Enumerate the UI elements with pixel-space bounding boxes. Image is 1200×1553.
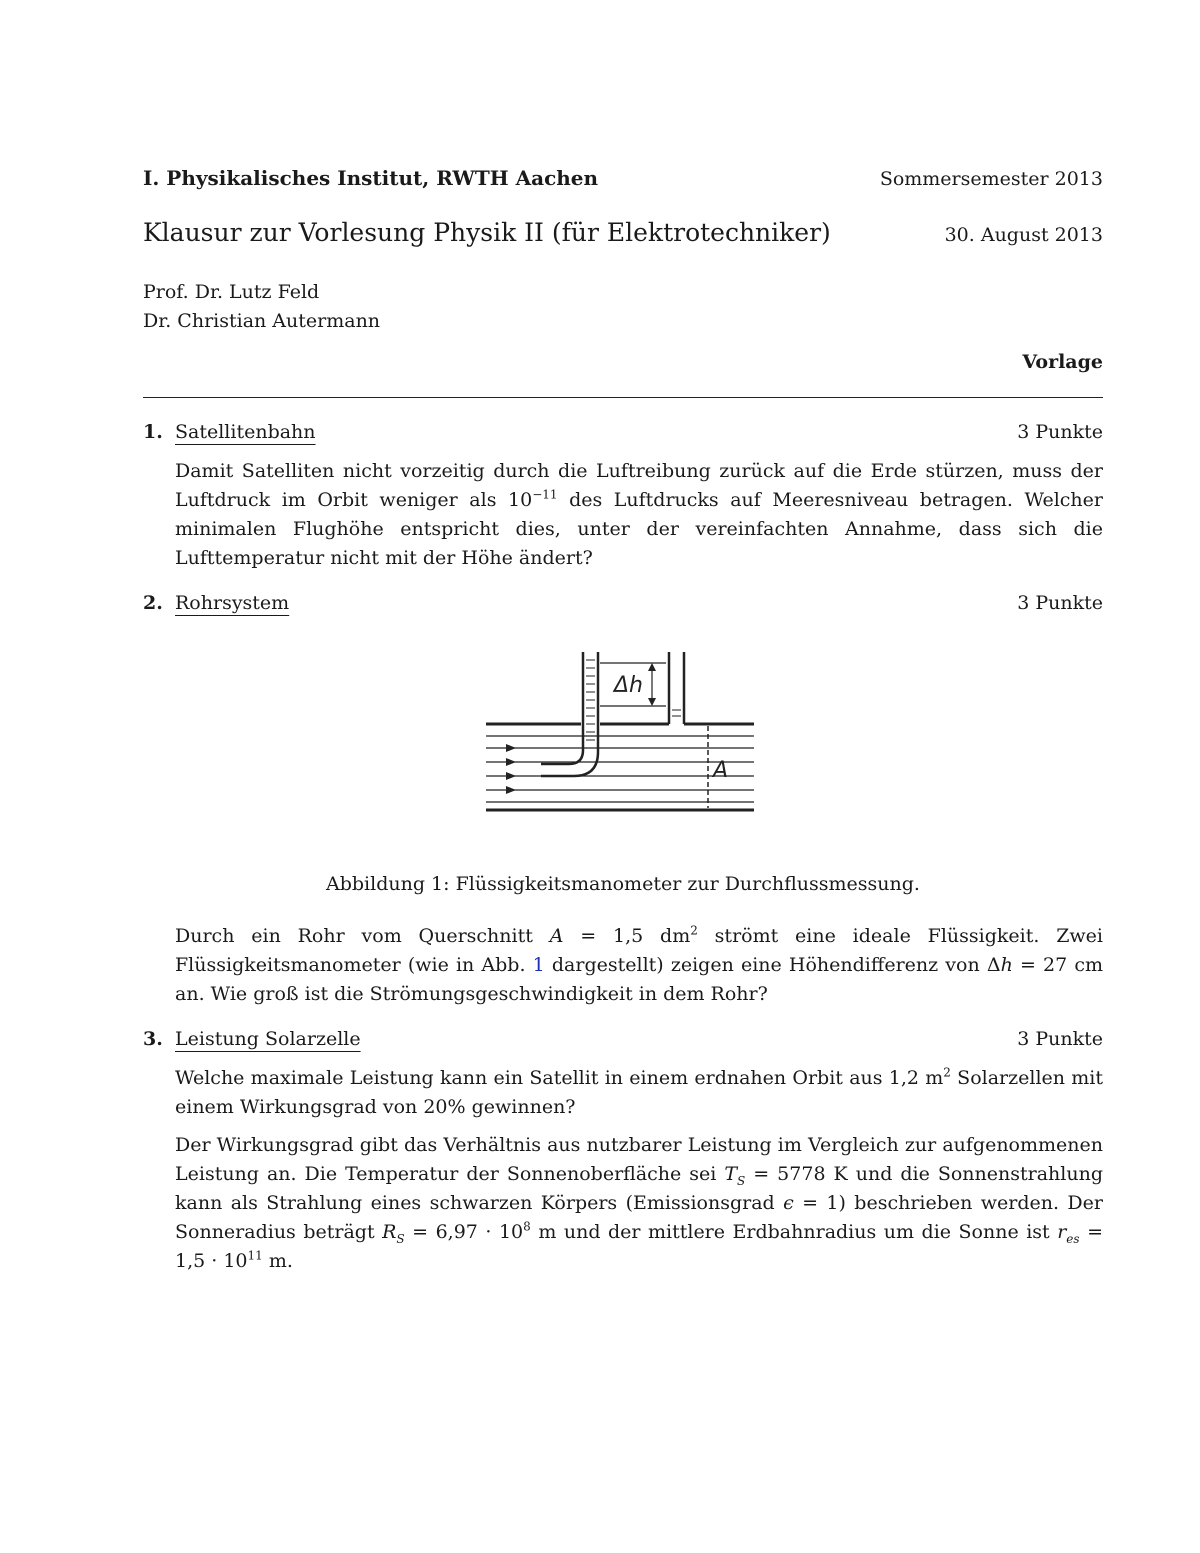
header-row-1	[143, 166, 1103, 190]
exam-date: 30. August 2013	[944, 224, 1103, 246]
author-2: Dr. Christian Autermann	[143, 310, 381, 332]
task-points: 3 Punkte	[1017, 1028, 1103, 1050]
semester: Sommersemester 2013	[879, 168, 1103, 190]
task-number: 3.	[143, 1028, 163, 1050]
manometer-diagram	[486, 652, 756, 817]
document-label: Vorlage	[1022, 351, 1103, 373]
institute-name: I. Physikalisches Institut, RWTH Aachen	[143, 166, 599, 190]
task-1-text: Damit Satelliten nicht vorzeitig durch die Luftreibung zurück auf die Erde stürzen, muss der Luftdruck im Orbit weniger als $10^{-11}$ des Luftdrucks auf Meeresniveau betragen. Welcher minimalen Flughöhe entspricht dies, unter der vereinfachten Annahme, dass sich die Lufttemperatur nicht mit der Höhe ändert?	[175, 460, 1103, 569]
exam-title: Klausur zur Vorlesung Physik II (für Elektrotechniker)	[143, 218, 831, 247]
task-number: 1.	[143, 421, 163, 443]
task-2-heading	[143, 592, 1103, 614]
header-divider	[143, 397, 1103, 398]
task-1	[143, 421, 1103, 443]
task-3	[143, 1028, 1103, 1050]
task-title: Leistung Solarzelle	[175, 1028, 361, 1050]
figure-label-a: A	[713, 758, 729, 783]
header-row-2	[143, 218, 1103, 247]
author-1: Prof. Dr. Lutz Feld	[143, 281, 320, 303]
task-3-details: Der Wirkungsgrad gibt das Verhältnis aus nutzbarer Leistung im Vergleich zur aufgenommenen Leistung an. Die Temperatur der Sonnenoberfläche sei $T_S = 5778$ K und die Sonnenstrahlung kann als Strahlung eines schwarzen Körpers (Emissionsgrad ϵ = 1) beschrieben werden. Der Sonneradius beträgt $R_S = 6,97 \cdot 10^8$ m und der mittlere Erdbahnradius um die Sonne ist $r_{es} = 1,5 \cdot 10^{11}$ m.	[175, 1134, 1103, 1272]
task-points: 3 Punkte	[1017, 592, 1103, 614]
figure-reference-link[interactable]: 1	[532, 954, 545, 976]
task-2	[143, 592, 1103, 614]
task-number: 2.	[143, 592, 163, 614]
task-3-question: Welche maximale Leistung kann ein Satellit in einem erdnahen Orbit aus 1,2 $m^2$ Solarzellen mit einem Wirkungsgrad von 20% gewinnen?	[175, 1065, 1104, 1118]
figure-caption: Abbildung 1: Flüssigkeitsmanometer zur Durchflussmessung.	[326, 873, 920, 895]
task-points: 3 Punkte	[1017, 421, 1103, 443]
task-title: Rohrsystem	[175, 592, 290, 614]
figure-label-delta-h: Δh	[614, 673, 643, 698]
task-title: Satellitenbahn	[175, 421, 316, 443]
task-3-heading	[143, 1028, 1103, 1050]
manometer-figure	[486, 652, 756, 817]
task-2-text: Durch ein Rohr vom Querschnitt A = 1,5 $dm^2$ strömt eine ideale Flüssigkeit. Zwei Flüssigkeitsmanometer (wie in Abb. 1 dargestellt) zeigen eine Höhendifferenz von Δh = 27 cm an. Wie groß ist die Strömungsgeschwindigkeit in dem Rohr?	[175, 923, 1103, 1005]
task-1-heading	[143, 421, 1103, 443]
